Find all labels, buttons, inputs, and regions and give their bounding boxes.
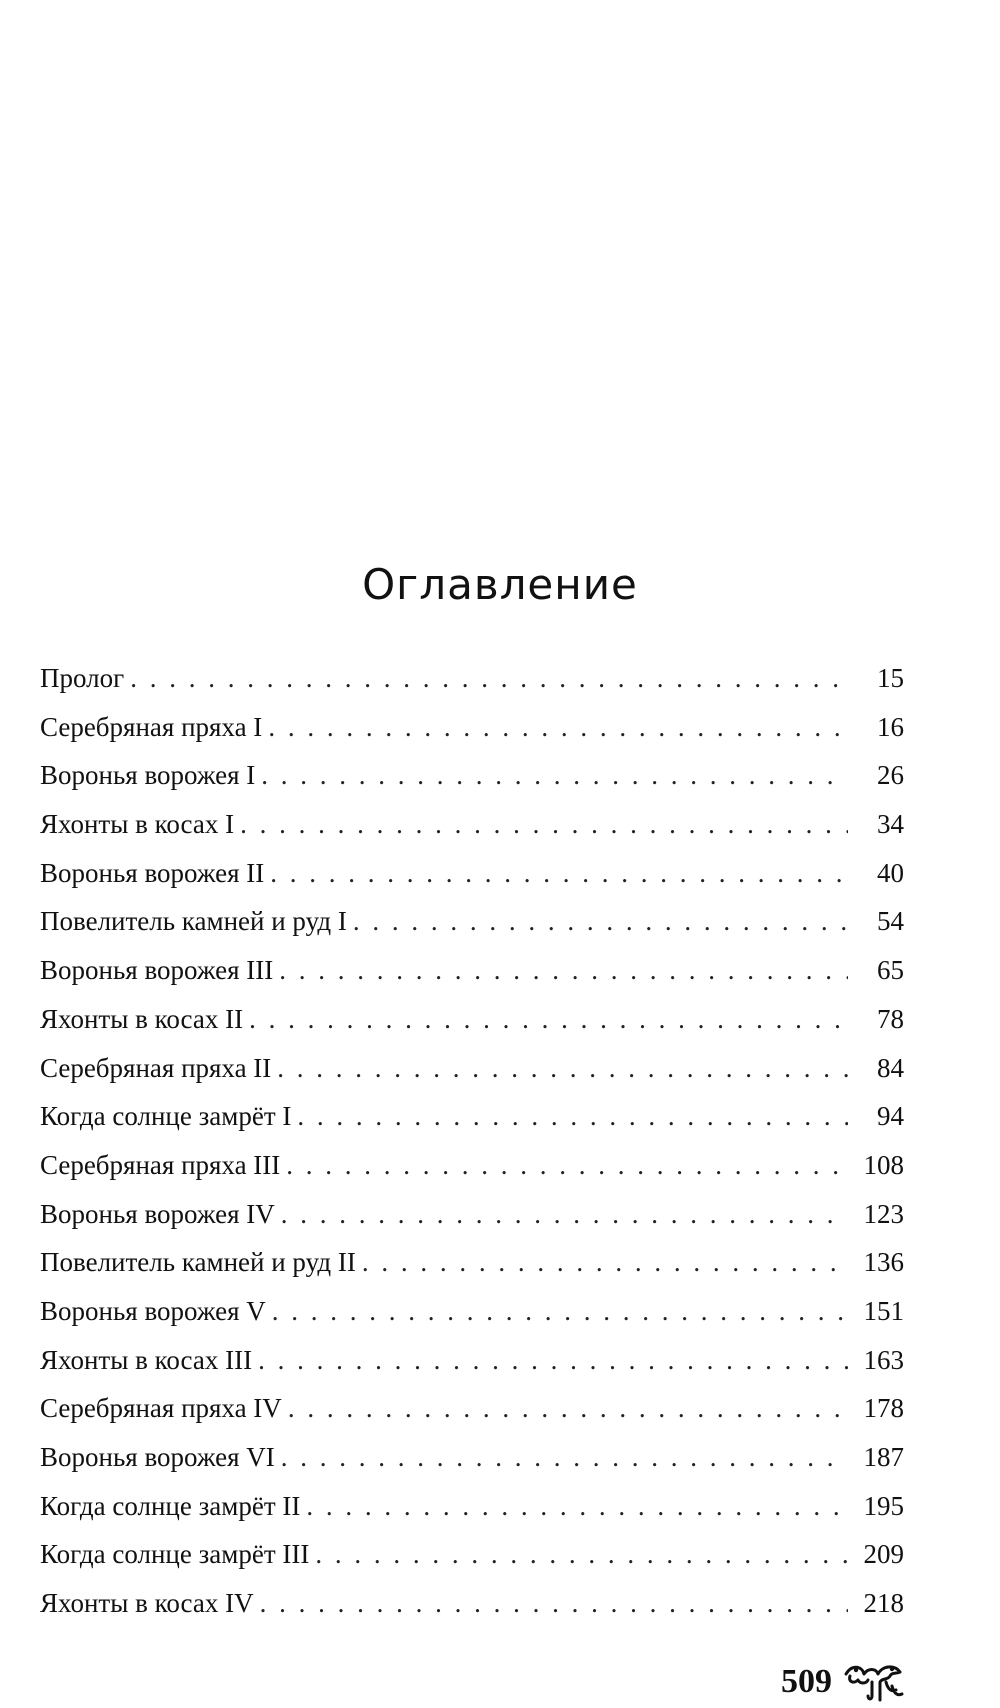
toc-entry	[40, 1092, 904, 1141]
toc-dot-leader	[261, 751, 848, 800]
toc-entry-page: 123	[863, 1198, 904, 1229]
toc-entry-title: Яхонты в косах III	[40, 1344, 253, 1375]
toc-entry-title: Серебряная пряха II	[40, 1052, 272, 1083]
toc-dot-leader	[362, 1238, 848, 1287]
toc-entry-page: 178	[863, 1393, 904, 1424]
toc-entry-title: Воронья ворожея III	[40, 955, 274, 986]
toc-dot-leader	[272, 1287, 848, 1336]
toc-dot-leader	[130, 654, 848, 703]
table-of-contents	[40, 654, 904, 1628]
toc-entry	[40, 1141, 904, 1190]
page-title: Оглавление	[362, 560, 638, 609]
toc-entry-page: 218	[863, 1588, 904, 1619]
toc-entry-title: Воронья ворожея V	[40, 1295, 266, 1326]
toc-entry-page: 26	[877, 760, 904, 791]
toc-entry	[40, 1482, 904, 1531]
toc-dot-leader	[353, 897, 848, 946]
toc-entry	[40, 1433, 904, 1482]
toc-entry-page: 163	[863, 1344, 904, 1375]
toc-dot-leader	[297, 1092, 848, 1141]
toc-entry-title: Воронья ворожея II	[40, 857, 265, 888]
toc-dot-leader	[268, 703, 848, 752]
toc-entry	[40, 1336, 904, 1385]
toc-dot-leader	[249, 995, 848, 1044]
toc-entry	[40, 800, 904, 849]
toc-entry-title: Воронья ворожея VI	[40, 1442, 275, 1472]
toc-entry-page: 108	[863, 1149, 904, 1180]
toc-entry	[40, 1190, 904, 1239]
toc-entry	[40, 1238, 904, 1287]
toc-entry-page: 65	[877, 955, 904, 986]
toc-entry-title: Когда солнце замрёт II	[40, 1490, 301, 1521]
toc-entry-page: 78	[877, 1003, 904, 1034]
page-number: 509	[781, 1663, 832, 1700]
toc-entry-title: Пролог	[40, 663, 125, 693]
toc-dot-leader	[260, 1579, 848, 1628]
toc-entry-page: 209	[863, 1539, 904, 1570]
toc-dot-leader	[270, 849, 848, 898]
toc-entry	[40, 849, 904, 898]
toc-entry-title: Яхонты в косах IV	[40, 1588, 254, 1619]
page-footer	[781, 1660, 904, 1704]
toc-entry	[40, 995, 904, 1044]
toc-entry-title: Воронья ворожея I	[40, 760, 256, 791]
toc-entry	[40, 1384, 904, 1433]
toc-entry-page: 151	[863, 1295, 904, 1326]
toc-entry-page: 195	[863, 1490, 904, 1521]
toc-entry-title: Когда солнце замрёт III	[40, 1539, 310, 1570]
toc-entry	[40, 1579, 904, 1628]
toc-entry	[40, 751, 904, 800]
toc-dot-leader	[240, 800, 848, 849]
toc-entry-page: 15	[877, 663, 904, 693]
toc-dot-leader	[281, 1433, 848, 1482]
toc-entry-title: Повелитель камней и руд II	[40, 1247, 356, 1278]
toc-entry	[40, 1530, 904, 1579]
toc-dot-leader	[315, 1530, 848, 1579]
toc-entry-page: 84	[877, 1052, 904, 1083]
toc-entry-title: Воронья ворожея IV	[40, 1198, 275, 1229]
toc-dot-leader	[286, 1141, 848, 1190]
toc-entry-page: 136	[863, 1247, 904, 1278]
toc-entry	[40, 1287, 904, 1336]
toc-entry-title: Серебряная пряха III	[40, 1149, 281, 1180]
toc-dot-leader	[258, 1336, 848, 1385]
toc-entry-page: 40	[877, 857, 904, 888]
toc-dot-leader	[279, 946, 848, 995]
toc-entry-page: 94	[877, 1101, 904, 1132]
dragon-ornament-icon	[842, 1660, 904, 1704]
toc-entry-page: 34	[877, 809, 904, 840]
toc-entry-title: Повелитель камней и руд I	[40, 906, 347, 937]
toc-entry-title: Яхонты в косах II	[40, 1003, 244, 1034]
toc-entry	[40, 1044, 904, 1093]
toc-entry	[40, 654, 904, 703]
toc-dot-leader	[306, 1482, 848, 1531]
toc-entry-page: 54	[877, 906, 904, 937]
toc-dot-leader	[281, 1190, 848, 1239]
toc-dot-leader	[288, 1384, 848, 1433]
toc-entry-title: Когда солнце замрёт I	[40, 1101, 292, 1132]
toc-dot-leader	[277, 1044, 848, 1093]
toc-entry-title: Серебряная пряха I	[40, 711, 263, 742]
toc-entry	[40, 946, 904, 995]
toc-entry-page: 16	[877, 711, 904, 742]
toc-entry	[40, 703, 904, 752]
toc-entry	[40, 897, 904, 946]
toc-entry-title: Серебряная пряха IV	[40, 1393, 282, 1424]
toc-entry-page: 187	[863, 1442, 904, 1472]
toc-entry-title: Яхонты в косах I	[40, 809, 235, 840]
